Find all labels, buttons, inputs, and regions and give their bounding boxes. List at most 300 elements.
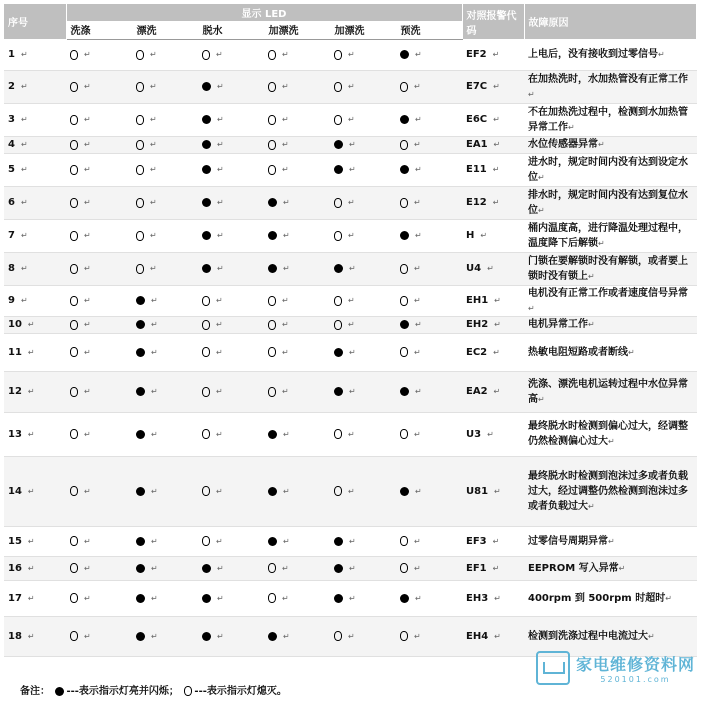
- led-cell: ↵: [198, 153, 264, 186]
- led-cell: ↵: [330, 153, 396, 186]
- led-cell: ↵: [132, 316, 198, 333]
- row-code: EH4 ↵: [462, 616, 524, 656]
- header-led-extra-rinse: 加漂洗: [264, 21, 330, 39]
- table-row: [4, 252, 697, 285]
- led-cell: ↵: [264, 186, 330, 219]
- table-row: [4, 456, 697, 526]
- led-on-icon: [202, 594, 211, 603]
- led-cell: ↵: [396, 580, 462, 616]
- led-off-icon: [400, 429, 408, 439]
- row-code: EF1 ↵: [462, 556, 524, 580]
- led-on-icon: [268, 198, 277, 207]
- row-reason: 热敏电阻短路或者断线↵: [524, 333, 697, 371]
- led-on-icon: [136, 537, 145, 546]
- led-off-icon: [136, 50, 144, 60]
- led-off-icon: [70, 50, 78, 60]
- led-cell: ↵: [132, 39, 198, 70]
- row-code: EH3 ↵: [462, 580, 524, 616]
- row-reason: EEPROM 写入异常↵: [524, 556, 697, 580]
- book-logo-icon: [536, 651, 570, 685]
- led-cell: ↵: [264, 219, 330, 252]
- led-on-icon: [136, 487, 145, 496]
- led-on-icon: [400, 231, 409, 240]
- led-cell: ↵: [264, 456, 330, 526]
- led-cell: ↵: [396, 526, 462, 556]
- table-row: [4, 316, 697, 333]
- led-off-icon: [400, 631, 408, 641]
- table-row: [4, 616, 697, 656]
- led-cell: ↵: [264, 136, 330, 153]
- led-off-icon: [202, 536, 210, 546]
- led-cell: ↵: [396, 252, 462, 285]
- led-cell: ↵: [132, 103, 198, 136]
- led-on-icon: [334, 387, 343, 396]
- led-cell: ↵: [264, 39, 330, 70]
- row-code: E12 ↵: [462, 186, 524, 219]
- led-off-icon: [202, 429, 210, 439]
- led-on-icon: [400, 50, 409, 59]
- led-cell: ↵: [132, 371, 198, 412]
- led-cell: ↵: [198, 456, 264, 526]
- led-cell: ↵: [198, 103, 264, 136]
- led-cell: ↵: [66, 103, 132, 136]
- led-off-icon: [334, 50, 342, 60]
- table-row: [4, 103, 697, 136]
- led-cell: ↵: [264, 285, 330, 316]
- led-off-icon: [70, 264, 78, 274]
- led-off-icon: [136, 231, 144, 241]
- table-row: [4, 580, 697, 616]
- row-code: U4 ↵: [462, 252, 524, 285]
- led-on-icon: [136, 594, 145, 603]
- row-reason: 门锁在要解锁时没有解锁，或者要上锁时没有锁上↵: [524, 252, 697, 285]
- watermark: [536, 651, 695, 685]
- table-row: [4, 39, 697, 70]
- led-cell: ↵: [330, 333, 396, 371]
- led-off-icon: [202, 50, 210, 60]
- led-on-icon: [202, 140, 211, 149]
- led-cell: ↵: [330, 456, 396, 526]
- header-led-group: 显示 LED: [66, 4, 462, 21]
- row-code: U81 ↵: [462, 456, 524, 526]
- led-on-icon: [136, 632, 145, 641]
- row-seq: 17 ↵: [4, 580, 66, 616]
- led-cell: ↵: [132, 252, 198, 285]
- row-code: E11 ↵: [462, 153, 524, 186]
- led-off-icon: [268, 320, 276, 330]
- row-reason: 洗涤、漂洗电机运转过程中水位异常高↵: [524, 371, 697, 412]
- table-row: [4, 136, 697, 153]
- led-cell: ↵: [264, 252, 330, 285]
- footnote-label: 备注：: [20, 686, 50, 697]
- led-cell: ↵: [198, 556, 264, 580]
- led-off-icon: [202, 486, 210, 496]
- led-cell: ↵: [330, 186, 396, 219]
- led-off-icon: [136, 115, 144, 125]
- led-off-icon: [202, 387, 210, 397]
- led-on-icon: [136, 348, 145, 357]
- led-cell: ↵: [132, 70, 198, 103]
- watermark-url: 520101.com: [600, 675, 671, 684]
- led-cell: ↵: [330, 285, 396, 316]
- led-off-icon: [334, 429, 342, 439]
- led-cell: ↵: [66, 456, 132, 526]
- row-reason: 检测到洗涤过程中电流过大↵: [524, 616, 697, 656]
- led-on-icon: [136, 430, 145, 439]
- led-cell: ↵: [264, 580, 330, 616]
- led-off-icon: [202, 296, 210, 306]
- row-reason: 电机异常工作↵: [524, 316, 697, 333]
- row-seq: 10 ↵: [4, 316, 66, 333]
- led-cell: ↵: [330, 316, 396, 333]
- led-cell: ↵: [66, 136, 132, 153]
- led-cell: ↵: [198, 285, 264, 316]
- led-off-icon: [70, 82, 78, 92]
- led-on-icon: [334, 537, 343, 546]
- row-code: EF2 ↵: [462, 39, 524, 70]
- led-cell: ↵: [396, 616, 462, 656]
- led-off-icon: [136, 264, 144, 274]
- led-on-icon: [136, 320, 145, 329]
- row-seq: 1 ↵: [4, 39, 66, 70]
- led-on-icon: [202, 115, 211, 124]
- led-off-icon: [268, 347, 276, 357]
- led-on-icon: [334, 594, 343, 603]
- led-off-icon: [70, 296, 78, 306]
- row-seq: 11 ↵: [4, 333, 66, 371]
- led-cell: ↵: [198, 316, 264, 333]
- led-on-icon: [202, 82, 211, 91]
- led-cell: ↵: [66, 412, 132, 456]
- table-row: [4, 70, 697, 103]
- led-off-icon: [334, 82, 342, 92]
- led-cell: ↵: [198, 219, 264, 252]
- led-on-icon: [400, 387, 409, 396]
- led-cell: ↵: [396, 186, 462, 219]
- led-cell: ↵: [198, 412, 264, 456]
- led-cell: ↵: [396, 556, 462, 580]
- led-on-icon: [55, 687, 64, 696]
- footnote-on-text: ---表示指示灯亮并闪烁；: [66, 686, 179, 697]
- row-code: EH1 ↵: [462, 285, 524, 316]
- led-cell: ↵: [132, 219, 198, 252]
- led-cell: ↵: [330, 136, 396, 153]
- led-off-icon: [70, 631, 78, 641]
- led-off-icon: [136, 165, 144, 175]
- led-off-icon: [136, 140, 144, 150]
- led-off-icon: [70, 320, 78, 330]
- led-cell: ↵: [330, 39, 396, 70]
- led-cell: ↵: [66, 186, 132, 219]
- led-cell: ↵: [132, 153, 198, 186]
- led-cell: ↵: [66, 556, 132, 580]
- led-on-icon: [268, 537, 277, 546]
- led-cell: ↵: [330, 412, 396, 456]
- led-cell: ↵: [198, 70, 264, 103]
- led-cell: ↵: [396, 412, 462, 456]
- header-led-rinse: 漂洗: [132, 21, 198, 39]
- led-on-icon: [334, 165, 343, 174]
- row-code: E7C ↵: [462, 70, 524, 103]
- table-row: [4, 285, 697, 316]
- led-on-icon: [268, 430, 277, 439]
- led-off-icon: [184, 686, 192, 696]
- row-code: U3 ↵: [462, 412, 524, 456]
- led-off-icon: [70, 231, 78, 241]
- led-off-icon: [202, 347, 210, 357]
- led-cell: ↵: [66, 70, 132, 103]
- led-cell: ↵: [132, 136, 198, 153]
- header-led-prewash: 预洗: [396, 21, 462, 39]
- led-off-icon: [400, 264, 408, 274]
- led-off-icon: [268, 115, 276, 125]
- led-on-icon: [202, 564, 211, 573]
- led-cell: ↵: [396, 333, 462, 371]
- row-reason: 过零信号周期异常↵: [524, 526, 697, 556]
- led-on-icon: [268, 632, 277, 641]
- row-seq: 16 ↵: [4, 556, 66, 580]
- led-on-icon: [334, 264, 343, 273]
- led-cell: ↵: [66, 616, 132, 656]
- led-off-icon: [334, 486, 342, 496]
- led-off-icon: [268, 563, 276, 573]
- row-reason: 上电后，没有接收到过零信号↵: [524, 39, 697, 70]
- led-cell: ↵: [198, 371, 264, 412]
- led-cell: ↵: [396, 39, 462, 70]
- led-cell: ↵: [264, 616, 330, 656]
- table-row: [4, 412, 697, 456]
- led-on-icon: [202, 264, 211, 273]
- led-on-icon: [400, 487, 409, 496]
- led-off-icon: [334, 320, 342, 330]
- led-off-icon: [70, 140, 78, 150]
- row-code: EA2 ↵: [462, 371, 524, 412]
- led-cell: ↵: [396, 285, 462, 316]
- led-off-icon: [400, 563, 408, 573]
- led-off-icon: [70, 115, 78, 125]
- led-off-icon: [136, 198, 144, 208]
- led-cell: ↵: [396, 456, 462, 526]
- row-seq: 6 ↵: [4, 186, 66, 219]
- led-cell: ↵: [198, 526, 264, 556]
- led-cell: ↵: [198, 252, 264, 285]
- led-cell: ↵: [264, 371, 330, 412]
- led-cell: ↵: [66, 153, 132, 186]
- header-led-wash: 洗涤: [66, 21, 132, 39]
- led-cell: ↵: [198, 580, 264, 616]
- header-reason: 故障原因: [524, 4, 697, 39]
- led-on-icon: [268, 264, 277, 273]
- row-seq: 7 ↵: [4, 219, 66, 252]
- led-off-icon: [334, 231, 342, 241]
- led-off-icon: [268, 296, 276, 306]
- led-on-icon: [400, 594, 409, 603]
- led-cell: ↵: [66, 316, 132, 333]
- led-cell: ↵: [330, 103, 396, 136]
- led-cell: ↵: [198, 39, 264, 70]
- led-off-icon: [400, 536, 408, 546]
- row-reason: 水位传感器异常↵: [524, 136, 697, 153]
- led-cell: ↵: [264, 526, 330, 556]
- row-seq: 4 ↵: [4, 136, 66, 153]
- row-reason: 排水时，规定时间内没有达到复位水位↵: [524, 186, 697, 219]
- led-on-icon: [334, 348, 343, 357]
- row-reason: 400rpm 到 500rpm 时超时↵: [524, 580, 697, 616]
- header-code: 对照报警代码: [462, 4, 524, 39]
- led-off-icon: [400, 140, 408, 150]
- led-cell: ↵: [396, 371, 462, 412]
- led-cell: ↵: [264, 103, 330, 136]
- header-seq: 序号: [4, 4, 66, 39]
- row-seq: 18 ↵: [4, 616, 66, 656]
- led-cell: ↵: [132, 186, 198, 219]
- led-on-icon: [136, 387, 145, 396]
- led-off-icon: [136, 82, 144, 92]
- led-cell: ↵: [198, 186, 264, 219]
- led-cell: ↵: [330, 526, 396, 556]
- table-row: [4, 219, 697, 252]
- led-cell: ↵: [264, 316, 330, 333]
- led-cell: ↵: [132, 285, 198, 316]
- led-cell: ↵: [132, 616, 198, 656]
- led-cell: ↵: [330, 580, 396, 616]
- led-off-icon: [268, 387, 276, 397]
- led-cell: ↵: [66, 252, 132, 285]
- row-seq: 13 ↵: [4, 412, 66, 456]
- led-cell: ↵: [396, 136, 462, 153]
- led-on-icon: [334, 564, 343, 573]
- table-row: [4, 556, 697, 580]
- led-cell: ↵: [396, 70, 462, 103]
- led-cell: ↵: [66, 580, 132, 616]
- led-cell: ↵: [330, 252, 396, 285]
- led-off-icon: [70, 347, 78, 357]
- led-off-icon: [334, 631, 342, 641]
- led-cell: ↵: [132, 333, 198, 371]
- table-row: [4, 371, 697, 412]
- header-led-spin: 脱水: [198, 21, 264, 39]
- header-led-extra-rinse-2: 加漂洗: [330, 21, 396, 39]
- led-cell: ↵: [132, 556, 198, 580]
- led-cell: ↵: [198, 136, 264, 153]
- led-off-icon: [334, 198, 342, 208]
- led-cell: ↵: [66, 39, 132, 70]
- led-off-icon: [400, 198, 408, 208]
- row-reason: 最终脱水时检测到偏心过大，经调整仍然检测偏心过大↵: [524, 412, 697, 456]
- led-off-icon: [268, 50, 276, 60]
- row-seq: 3 ↵: [4, 103, 66, 136]
- led-off-icon: [268, 165, 276, 175]
- led-on-icon: [334, 140, 343, 149]
- led-cell: ↵: [66, 285, 132, 316]
- led-cell: ↵: [264, 556, 330, 580]
- led-off-icon: [400, 82, 408, 92]
- table-row: [4, 526, 697, 556]
- led-cell: ↵: [198, 333, 264, 371]
- led-cell: ↵: [396, 153, 462, 186]
- row-reason: 不在加热洗过程中，检测到水加热管异常工作↵: [524, 103, 697, 136]
- led-cell: ↵: [66, 333, 132, 371]
- led-on-icon: [136, 564, 145, 573]
- row-code: EA1 ↵: [462, 136, 524, 153]
- row-reason: 电机没有正常工作或者速度信号异常↵: [524, 285, 697, 316]
- led-cell: ↵: [264, 70, 330, 103]
- row-reason: 进水时，规定时间内没有达到设定水位↵: [524, 153, 697, 186]
- led-on-icon: [400, 320, 409, 329]
- led-off-icon: [400, 296, 408, 306]
- led-on-icon: [202, 231, 211, 240]
- row-reason: 最终脱水时检测到泡沫过多或者负载过大，经过调整仍然检测到泡沫过多或者负载过大↵: [524, 456, 697, 526]
- led-cell: ↵: [330, 556, 396, 580]
- row-seq: 15 ↵: [4, 526, 66, 556]
- led-on-icon: [400, 165, 409, 174]
- led-cell: ↵: [396, 316, 462, 333]
- led-off-icon: [334, 115, 342, 125]
- row-seq: 5 ↵: [4, 153, 66, 186]
- row-seq: 9 ↵: [4, 285, 66, 316]
- led-cell: ↵: [132, 412, 198, 456]
- led-off-icon: [70, 593, 78, 603]
- row-code: EF3 ↵: [462, 526, 524, 556]
- led-off-icon: [268, 593, 276, 603]
- led-off-icon: [400, 347, 408, 357]
- led-off-icon: [70, 165, 78, 175]
- led-on-icon: [202, 198, 211, 207]
- led-on-icon: [268, 487, 277, 496]
- led-cell: ↵: [198, 616, 264, 656]
- row-code: EC2 ↵: [462, 333, 524, 371]
- led-off-icon: [70, 563, 78, 573]
- led-on-icon: [202, 632, 211, 641]
- led-cell: ↵: [330, 371, 396, 412]
- led-off-icon: [70, 429, 78, 439]
- led-cell: ↵: [66, 371, 132, 412]
- led-cell: ↵: [132, 456, 198, 526]
- row-code: EH2 ↵: [462, 316, 524, 333]
- led-cell: ↵: [264, 153, 330, 186]
- led-off-icon: [70, 536, 78, 546]
- led-cell: ↵: [66, 526, 132, 556]
- led-off-icon: [70, 486, 78, 496]
- led-cell: ↵: [264, 412, 330, 456]
- row-reason: 在加热洗时，水加热管没有正常工作↵: [524, 70, 697, 103]
- led-cell: ↵: [66, 219, 132, 252]
- led-off-icon: [70, 387, 78, 397]
- footnote: [20, 682, 287, 697]
- led-cell: ↵: [264, 333, 330, 371]
- row-seq: 12 ↵: [4, 371, 66, 412]
- led-cell: ↵: [330, 70, 396, 103]
- led-cell: ↵: [396, 103, 462, 136]
- led-cell: ↵: [330, 616, 396, 656]
- led-cell: ↵: [132, 526, 198, 556]
- table-row: [4, 333, 697, 371]
- row-seq: 2 ↵: [4, 70, 66, 103]
- watermark-title: 家电维修资料网: [575, 655, 695, 674]
- led-on-icon: [400, 115, 409, 124]
- footnote-off-text: ---表示指示灯熄灭。: [194, 686, 287, 697]
- led-cell: ↵: [330, 219, 396, 252]
- led-off-icon: [334, 296, 342, 306]
- led-on-icon: [202, 165, 211, 174]
- fault-code-table: [4, 4, 697, 657]
- led-cell: ↵: [396, 219, 462, 252]
- row-seq: 8 ↵: [4, 252, 66, 285]
- table-row: [4, 186, 697, 219]
- table-row: [4, 153, 697, 186]
- led-off-icon: [70, 198, 78, 208]
- led-off-icon: [268, 140, 276, 150]
